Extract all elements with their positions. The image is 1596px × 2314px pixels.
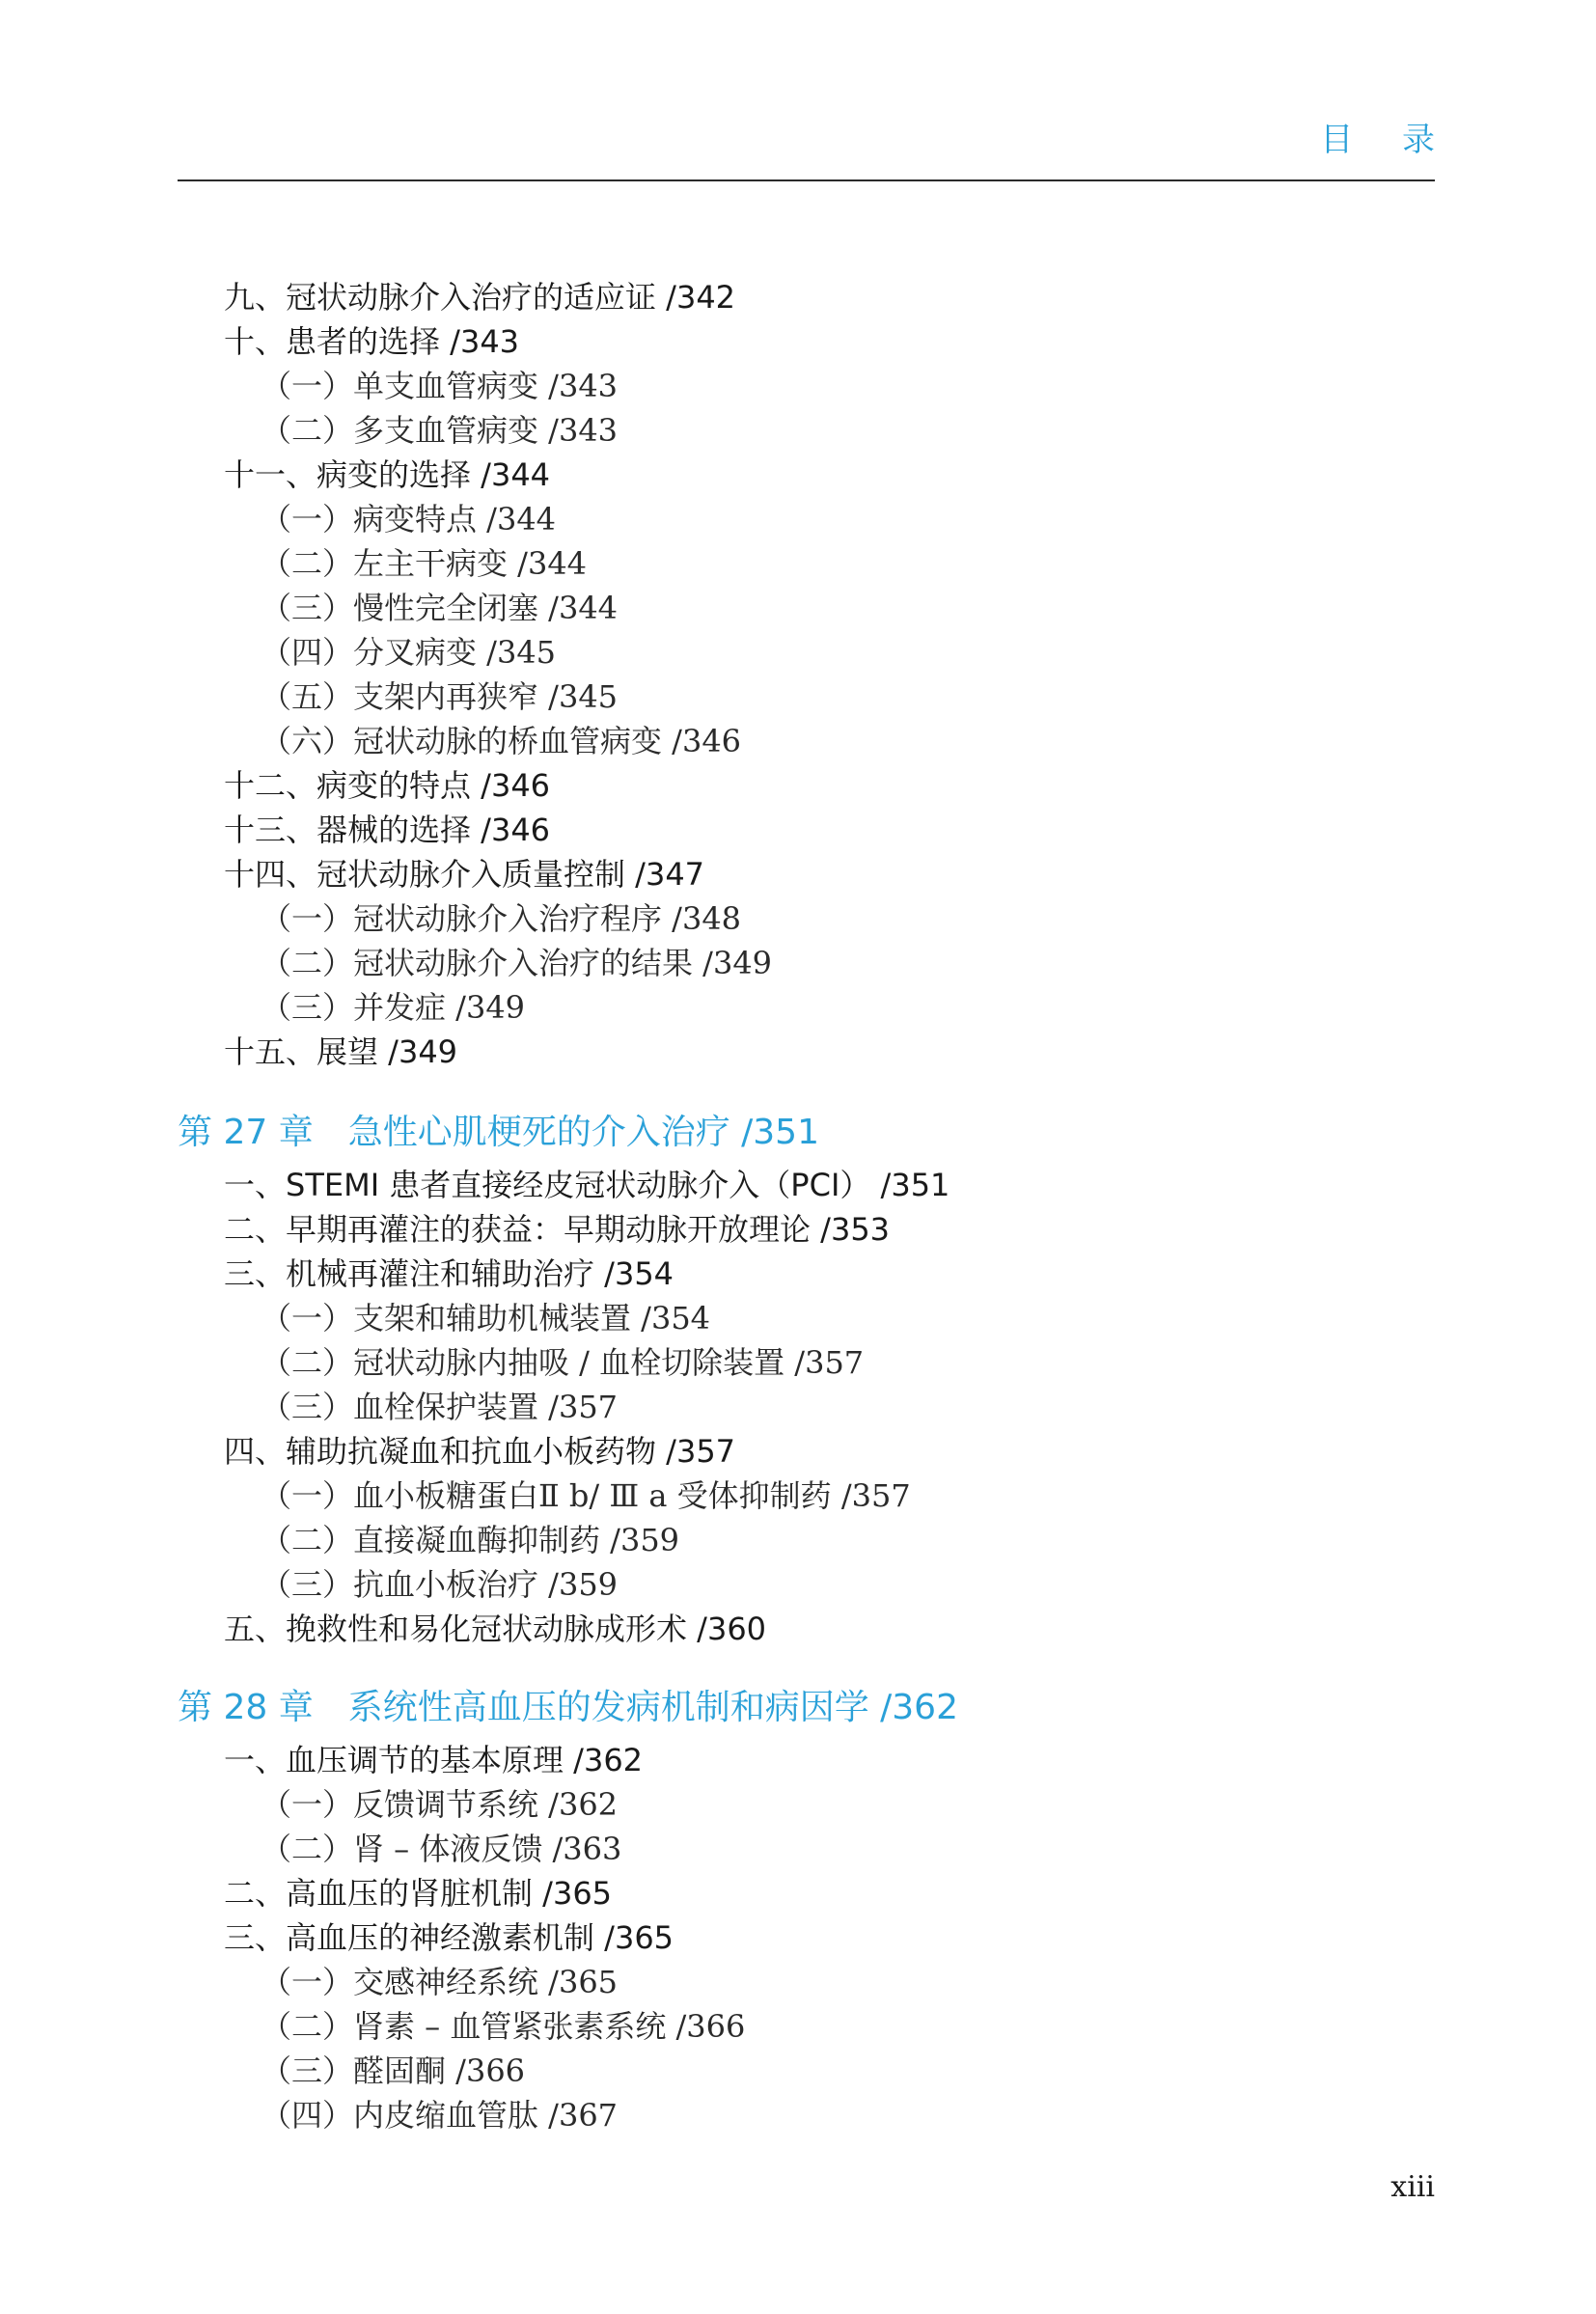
- toc-entry-level1[interactable]: 十五、展望 /349: [224, 1033, 458, 1070]
- chapter-heading[interactable]: [178, 1113, 819, 1152]
- toc-entry-level2[interactable]: （一）冠状动脉介入治疗程序 /348: [261, 900, 742, 937]
- toc-entry-level2[interactable]: （二）多支血管病变 /343: [261, 412, 619, 449]
- chapter-number: 第 28 章: [178, 1688, 314, 1727]
- toc-entry-level2[interactable]: （三）慢性完全闭塞 /344: [261, 590, 619, 626]
- page-number: xiii: [1390, 2170, 1435, 2204]
- toc-entry-level2[interactable]: （二）肾素 – 血管紧张素系统 /366: [261, 2008, 746, 2045]
- toc-entry-level2[interactable]: （一）病变特点 /344: [261, 501, 557, 537]
- toc-entry-level2[interactable]: （一）单支血管病变 /343: [261, 368, 619, 404]
- header-rule: [178, 179, 1435, 181]
- toc-entry-level2[interactable]: （一）交感神经系统 /365: [261, 1964, 619, 2000]
- toc-entry-level2[interactable]: （二）冠状动脉介入治疗的结果 /349: [261, 945, 773, 981]
- chapter-heading[interactable]: [178, 1688, 958, 1727]
- toc-entry-level1[interactable]: 十、患者的选择 /343: [224, 323, 520, 360]
- toc-entry-level2[interactable]: （六）冠状动脉的桥血管病变 /346: [261, 723, 742, 759]
- toc-entry-level1[interactable]: 十一、病变的选择 /344: [224, 456, 551, 493]
- chapter-title: 系统性高血压的发病机制和病因学 /362: [347, 1688, 958, 1727]
- toc-entry-level1[interactable]: 一、血压调节的基本原理 /362: [224, 1742, 644, 1778]
- toc-entry-level2[interactable]: （一）反馈调节系统 /362: [261, 1786, 619, 1823]
- toc-entry-level2[interactable]: （一）支架和辅助机械装置 /354: [261, 1300, 711, 1336]
- toc-entry-level1[interactable]: 十三、器械的选择 /346: [224, 812, 551, 848]
- toc-entry-level1[interactable]: 三、高血压的神经激素机制 /365: [224, 1919, 674, 1956]
- chapter-number: 第 27 章: [178, 1113, 314, 1152]
- toc-entry-level1[interactable]: 九、冠状动脉介入治疗的适应证 /342: [224, 279, 736, 316]
- toc-entry-level2[interactable]: （四）内皮缩血管肽 /367: [261, 2097, 619, 2134]
- chapter-title: 急性心肌梗死的介入治疗 /351: [347, 1113, 819, 1152]
- toc-entry-level1[interactable]: 三、机械再灌注和辅助治疗 /354: [224, 1255, 674, 1292]
- toc-entry-level1[interactable]: 一、STEMI 患者直接经皮冠状动脉介入（PCI） /351: [224, 1167, 950, 1203]
- toc-entry-level2[interactable]: （四）分叉病变 /345: [261, 634, 557, 671]
- toc-entry-level2[interactable]: （三）并发症 /349: [261, 989, 526, 1026]
- toc-entry-level2[interactable]: （一）血小板糖蛋白Ⅱ b/ Ⅲ a 受体抑制药 /357: [261, 1477, 911, 1514]
- toc-entry-level2[interactable]: （五）支架内再狭窄 /345: [261, 678, 619, 715]
- toc-entry-level2[interactable]: （三）抗血小板治疗 /359: [261, 1566, 619, 1603]
- toc-entry-level2[interactable]: （三）血栓保护装置 /357: [261, 1389, 619, 1425]
- toc-entry-level1[interactable]: 五、挽救性和易化冠状动脉成形术 /360: [224, 1611, 767, 1647]
- toc-entry-level2[interactable]: （二）肾 – 体液反馈 /363: [261, 1831, 622, 1867]
- toc-entry-level2[interactable]: （二）冠状动脉内抽吸 / 血栓切除装置 /357: [261, 1344, 865, 1381]
- toc-entry-level2[interactable]: （二）左主干病变 /344: [261, 545, 588, 582]
- toc-entry-level2[interactable]: （二）直接凝血酶抑制药 /359: [261, 1522, 680, 1558]
- running-header-title: 目 录: [1320, 121, 1454, 159]
- toc-entry-level1[interactable]: 十二、病变的特点 /346: [224, 767, 551, 804]
- toc-entry-level1[interactable]: 二、早期再灌注的获益：早期动脉开放理论 /353: [224, 1211, 891, 1248]
- toc-entry-level1[interactable]: 四、辅助抗凝血和抗血小板药物 /357: [224, 1433, 736, 1470]
- toc-entry-level2[interactable]: （三）醛固酮 /366: [261, 2052, 526, 2089]
- toc-entry-level1[interactable]: 二、高血压的肾脏机制 /365: [224, 1875, 613, 1912]
- toc-entry-level1[interactable]: 十四、冠状动脉介入质量控制 /347: [224, 856, 705, 893]
